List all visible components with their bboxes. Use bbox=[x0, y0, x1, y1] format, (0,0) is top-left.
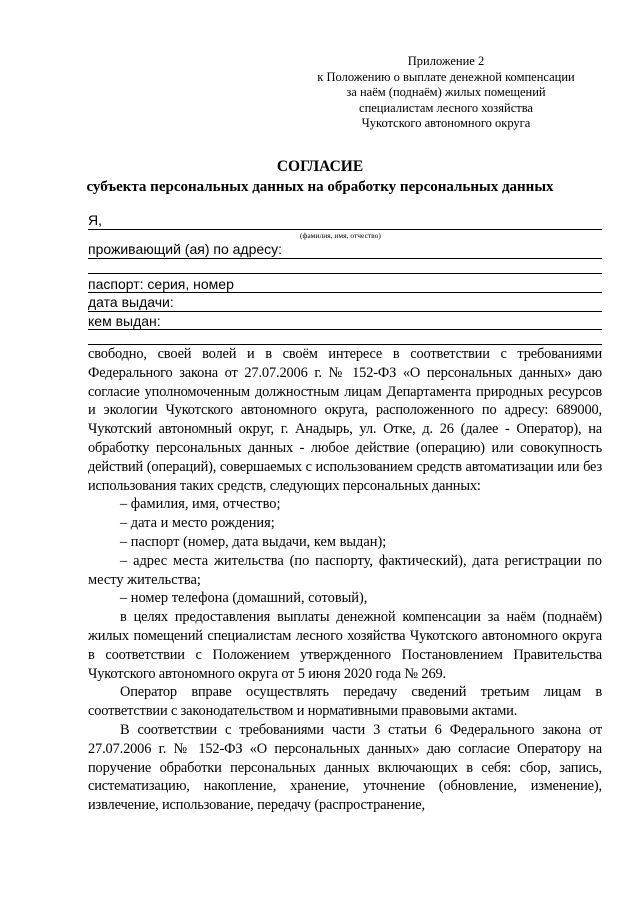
paragraph-transfer: Оператор вправе осуществлять передачу сведений третьим лицам в соответствии с законодательством и нормативными правовыми актами. bbox=[88, 684, 602, 720]
field-label-issued-by: кем выдан: bbox=[88, 313, 161, 329]
field-label-address: проживающий (ая) по адресу: bbox=[88, 241, 283, 257]
consent-body bbox=[88, 345, 602, 815]
issue-date-line bbox=[88, 311, 602, 312]
appendix-header bbox=[300, 54, 592, 132]
appendix-line-1: Приложение 2 bbox=[407, 54, 485, 68]
list-item: – адрес места жительства (по паспорту, фактический), дата регистрации по месту жительства; bbox=[88, 552, 602, 588]
list-item: – фамилия, имя, отчество; bbox=[120, 496, 281, 513]
issued-by-line-1 bbox=[88, 329, 602, 330]
address-line-1 bbox=[88, 258, 602, 259]
appendix-line-2: к Положению о выплате денежной компенсации bbox=[317, 69, 575, 84]
field-label-issue-date: дата выдачи: bbox=[88, 294, 174, 310]
field-label-passport: паспорт: серия, номер bbox=[88, 276, 234, 292]
paragraph-purpose: в целях предоставления выплаты денежной компенсации за наём (поднаём) жилых помещений специалистам лесного хозяйства Чукотского автономного округа в соответствии с Положением утвержденного Постановлением Правительства Чукотского автономного округа от 5 июня 2020 года № 269. bbox=[88, 609, 602, 682]
fio-hint: (фамилия, имя, отчество) bbox=[300, 231, 381, 240]
document-title: СОГЛАСИЕ bbox=[276, 158, 364, 175]
list-item: – паспорт (номер, дата выдачи, кем выдан); bbox=[120, 533, 387, 550]
paragraph-processing: В соответствии с требованиями части 3 статьи 6 Федерального закона от 27.07.2006 г. № 152-ФЗ «О персональных данных» даю согласие Оператору на поручение обработки персональных данных включающих в себя: сбор, запись, систематизацию, накопление, хранение, уточнение (обновление, изменение), извлечение, использование, передачу (распространение, bbox=[88, 721, 602, 814]
field-label-ya: Я, bbox=[88, 212, 102, 228]
appendix-line-4: специалистам лесного хозяйства bbox=[359, 100, 533, 115]
list-item: – дата и место рождения; bbox=[120, 515, 275, 532]
passport-line bbox=[88, 292, 602, 293]
appendix-line-3: за наём (поднаём) жилых помещений bbox=[346, 85, 546, 100]
fio-line bbox=[88, 229, 602, 230]
appendix-line-5: Чукотского автономного округа bbox=[361, 116, 531, 131]
paragraph-consent: свободно, своей волей и в своём интересе в соответствии с требованиями Федерального закона от 27.07.2006 г. № 152-ФЗ «О персональных данных» даю согласие уполномоченным должностным лицам Департамента природных ресурсов и экологии Чукотского автономного округа, расположенного по адресу: 689000, Чукотский автономный округ, г. Анадырь, ул. Отке, д. 26 (далее - Оператор), на обработку персональных данных - любое действие (операцию) или совокупность действий (операций), совершаемых с использованием средств автоматизации или без использования таких средств, следующих персональных данных: bbox=[88, 346, 602, 494]
address-line-2 bbox=[88, 273, 602, 274]
list-item: – номер телефона (домашний, сотовый), bbox=[120, 590, 368, 607]
document-subtitle: субъекта персональных данных на обработку персональных данных bbox=[86, 179, 554, 195]
